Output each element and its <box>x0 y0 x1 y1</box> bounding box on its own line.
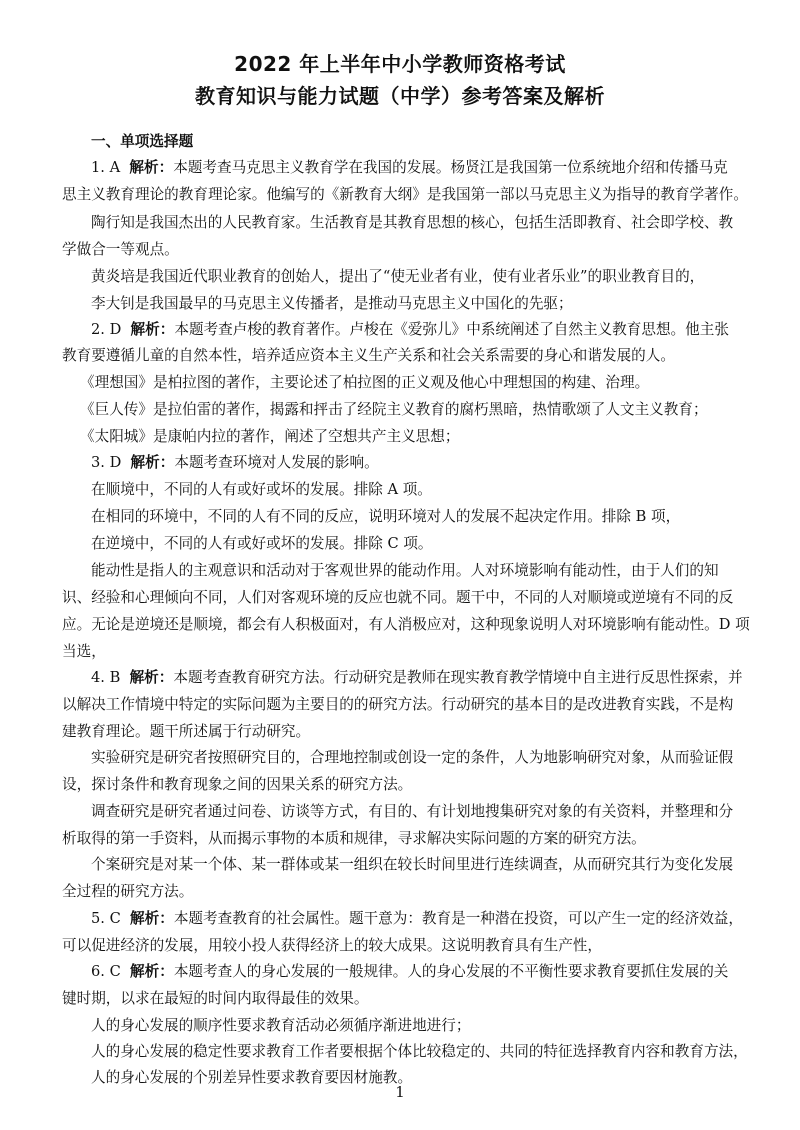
answer-2-line-3: 《理想国》是柏拉图的著作，主要论述了柏拉图的正义观及他心中理想国的构建、治理。 <box>80 374 650 391</box>
answer-1-line-3: 陶行知是我国杰出的人民教育家。生活教育是其教育思想的核心，包括生活即教育、社会即学校、教 <box>91 214 734 231</box>
answer-3-text: 本题考查环境对人发展的影响。 <box>174 454 379 471</box>
answer-2-line-2: 教育要遵循儿童的自然本性，培养适应资本主义生产关系和社会关系需要的身心和谐发展的人。 <box>62 347 675 364</box>
answer-4-line-7: 析取得的第一手资料，从而揭示事物的本质和规律，寻求解决实际问题的方案的研究方法。 <box>62 830 646 847</box>
answer-4-line-6: 调查研究是研究者通过问卷、访谈等方式，有目的、有计划地搜集研究对象的有关资料，并整理和分 <box>91 803 734 820</box>
document-title-line1: 2022 年上半年中小学教师资格考试 <box>234 52 566 76</box>
answer-3-line-3: 在相同的环境中，不同的人有不同的反应，说明环境对人的发展不起决定作用。排除 B 项， <box>91 508 681 525</box>
answer-4-text: 本题考查教育研究方法。行动研究是教师在现实教育教学情境中自主进行反思性探索，并 <box>173 669 743 686</box>
answer-3-line-7: 应。无论是逆境还是顺境，都会有人积极面对，有人消极应对，这种现象说明人对环境影响有能动性。D 项 <box>62 616 750 633</box>
answer-3-line-5: 能动性是指人的主观意识和活动对于客观世界的能动作用。人对环境影响有能动性，由于人们的知 <box>91 562 719 579</box>
answer-6-line-2: 键时期，以求在最短的时间内取得最佳的效果。 <box>62 990 369 1007</box>
answer-4-line-2: 以解决工作情境中特定的实际问题为主要目的的研究方法。行动研究的基本目的是改进教育实践，不是构 <box>62 696 734 713</box>
answer-4-number: 4. B <box>91 669 121 686</box>
analysis-label: 解析： <box>130 321 175 338</box>
answer-2-text: 本题考查卢梭的教育著作。卢梭在《爱弥儿》中系统阐述了自然主义教育思想。他主张 <box>174 321 729 338</box>
answer-4-line-8: 个案研究是对某一个体、某一群体或某一组织在较长时间里进行连续调查，从而研究其行为变化发展 <box>91 856 734 873</box>
answer-3-line-8: 当选， <box>62 643 106 660</box>
answer-5-line-2: 可以促进经济的发展，用较小投人获得经济上的较大成果。这说明教育具有生产性， <box>62 937 602 954</box>
analysis-label: 解析： <box>130 963 174 980</box>
answer-1-text: 本题考查马克思主义教育学在我国的发展。杨贤江是我国第一位系统地介绍和传播马克 <box>173 159 728 176</box>
answer-5-number: 5. C <box>91 910 121 927</box>
analysis-label: 解析： <box>130 910 174 927</box>
analysis-label: 解析： <box>129 669 174 686</box>
answer-6-line-3: 人的身心发展的顺序性要求教育活动必须循序渐进地进行； <box>91 1017 471 1034</box>
answer-1-line-5: 黄炎培是我国近代职业教育的创始人，提出了“使无业者有业，使有业者乐业”的职业教育目的， <box>91 268 705 285</box>
answer-1-line-2: 思主义教育理论的教育理论家。他编写的《新教育大纲》是我国第一部以马克思主义为指导的教育学著作。 <box>62 186 748 203</box>
answer-1-number: 1. A <box>91 159 121 176</box>
analysis-label: 解析： <box>129 159 174 176</box>
answer-6-line-1 <box>91 962 728 982</box>
answer-5-line-1 <box>91 909 743 929</box>
answer-2-number: 2. D <box>91 321 122 338</box>
answer-4-line-9: 全过程的研究方法。 <box>62 883 194 900</box>
answer-6-line-4: 人的身心发展的稳定性要求教育工作者要根据个体比较稳定的、共同的特征选择教育内容和教育方法， <box>91 1043 748 1060</box>
answer-6-text: 本题考查人的身心发展的一般规律。人的身心发展的不平衡性要求教育要抓住发展的关 <box>173 963 729 980</box>
answer-4-line-1 <box>91 668 743 688</box>
answer-6-number: 6. C <box>91 963 121 980</box>
document-title-line2: 教育知识与能力试题（中学）参考答案及解析 <box>195 84 605 108</box>
answer-1-line-4: 学做合一等观点。 <box>62 241 179 258</box>
answer-2-line-1 <box>91 320 729 340</box>
analysis-label: 解析： <box>130 454 175 471</box>
answer-4-line-3: 建教育理论。题干所述属于行动研究。 <box>62 723 311 740</box>
answer-6-line-5: 人的身心发展的个别差异性要求教育要因材施教。 <box>91 1069 413 1086</box>
answer-1-line-1 <box>91 158 728 178</box>
answer-4-line-5: 设，探讨条件和教育现象之间的因果关系的研究方法。 <box>62 776 413 793</box>
page-number: 1 <box>395 1083 405 1101</box>
answer-4-line-4: 实验研究是研究者按照研究目的，合理地控制或创设一定的条件，人为地影响研究对象，从而验证假 <box>91 749 734 766</box>
answer-3-line-1 <box>91 453 379 473</box>
answer-2-line-5: 《太阳城》是康帕内拉的著作，阐述了空想共产主义思想； <box>80 428 460 445</box>
section-heading: 一、单项选择题 <box>91 133 194 150</box>
answer-5-text: 本题考查教育的社会属性。题干意为：教育是一种潜在投资，可以产生一定的经济效益， <box>173 910 743 927</box>
answer-3-line-2: 在顺境中，不同的人有或好或坏的发展。排除 A 项。 <box>91 481 432 498</box>
answer-1-line-6: 李大钊是我国最早的马克思主义传播者，是推动马克思主义中国化的先驱； <box>91 295 573 312</box>
answer-3-line-4: 在逆境中，不同的人有或好或坏的发展。排除 C 项。 <box>91 535 433 552</box>
answer-2-line-4: 《巨人传》是拉伯雷的著作，揭露和抨击了经院主义教育的腐朽黑暗，热情歌颂了人文主义教育； <box>80 401 708 418</box>
answer-3-number: 3. D <box>91 454 122 471</box>
answer-3-line-6: 识、经验和心理倾向不同，人们对客观环境的反应也就不同。题干中，不同的人对顺境或逆境有不同的反 <box>62 589 734 606</box>
